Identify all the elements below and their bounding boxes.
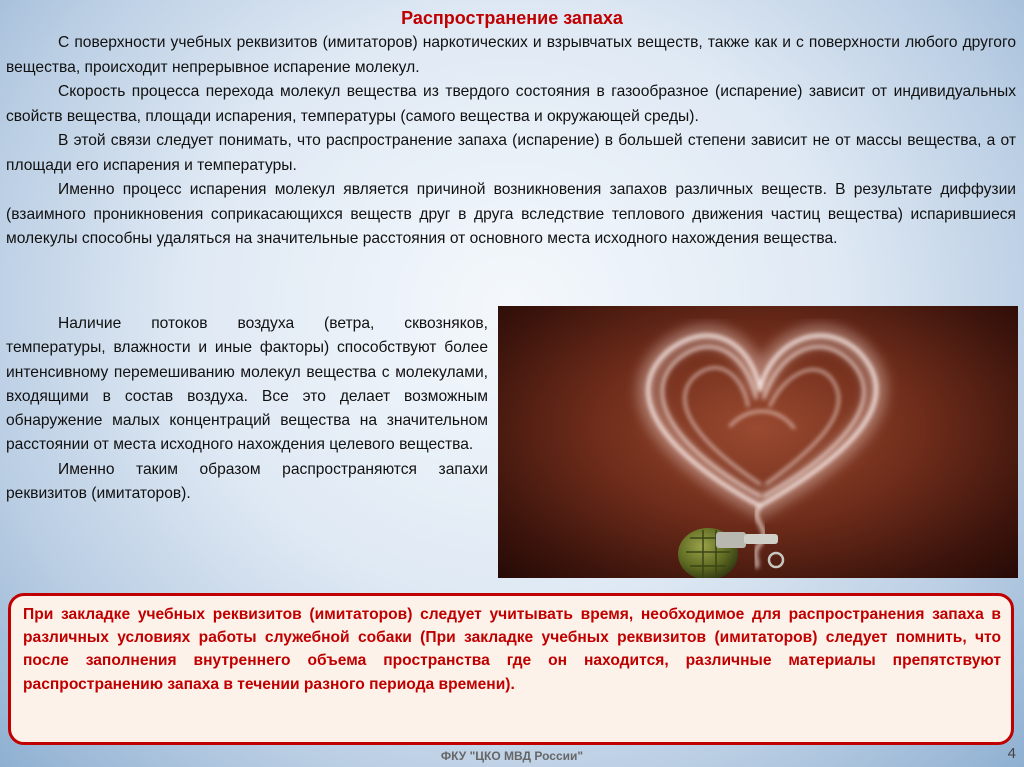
paragraph: Именно таким образом распространяются запахи реквизитов (имитаторов). bbox=[6, 460, 488, 503]
warning-text: При закладке учебных реквизитов (имитаторов) следует учитывать время, необходимое для распространения запаха в различных условиях работы служебной собаки (При закладке учебных реквизитов (имитаторов) следует помнить, что после заполнения внутреннего объема пространства где он находится, различные материалы препятствуют распространению запаха в течении разного периода времени). bbox=[23, 606, 1001, 693]
paragraph: Скорость процесса перехода молекул вещества из твердого состояния в газообразное (испарение) зависит от индивидуальных свойств вещества, площади испарения, температуры (самого вещества и окружающей среды). bbox=[6, 83, 1016, 125]
page-title: Распространение запаха bbox=[401, 8, 623, 28]
footer-organization: ФКУ "ЦКО МВД России" bbox=[440, 749, 584, 763]
warning-note bbox=[8, 593, 1014, 745]
paragraph: Именно процесс испарения молекул является причиной возникновения запахов различных веществ. В результате диффузии (взаимного проникновения соприкасающихся веществ друг в друга вследствие теплового движения частиц вещества) испарившиеся молекулы способны удаляться на значительные расстояния от основного места исходного нахождения вещества. bbox=[6, 181, 1016, 247]
paragraph: Наличие потоков воздуха (ветра, сквозняков, температуры, влажности и иные факторы) способствуют более интенсивному перемешиванию молекул вещества с молекулами, входящими в состав воздуха. Все это делает возможным обнаружение малых концентраций вещества на значительном расстоянии от места исходного нахождения целевого вещества. bbox=[6, 315, 488, 454]
smoke-heart-photo bbox=[498, 306, 1018, 578]
intro-text bbox=[6, 31, 1016, 252]
page-number: 4 bbox=[1007, 745, 1016, 762]
paragraph: В этой связи следует понимать, что распространение запаха (испарение) в большей степени зависит не от массы вещества, а от площади его испарения и температуры. bbox=[6, 132, 1016, 174]
side-text bbox=[6, 312, 488, 506]
paragraph: С поверхности учебных реквизитов (имитаторов) наркотических и взрывчатых веществ, также как и с поверхности любого другого вещества, происходит непрерывное испарение молекул. bbox=[6, 34, 1016, 76]
